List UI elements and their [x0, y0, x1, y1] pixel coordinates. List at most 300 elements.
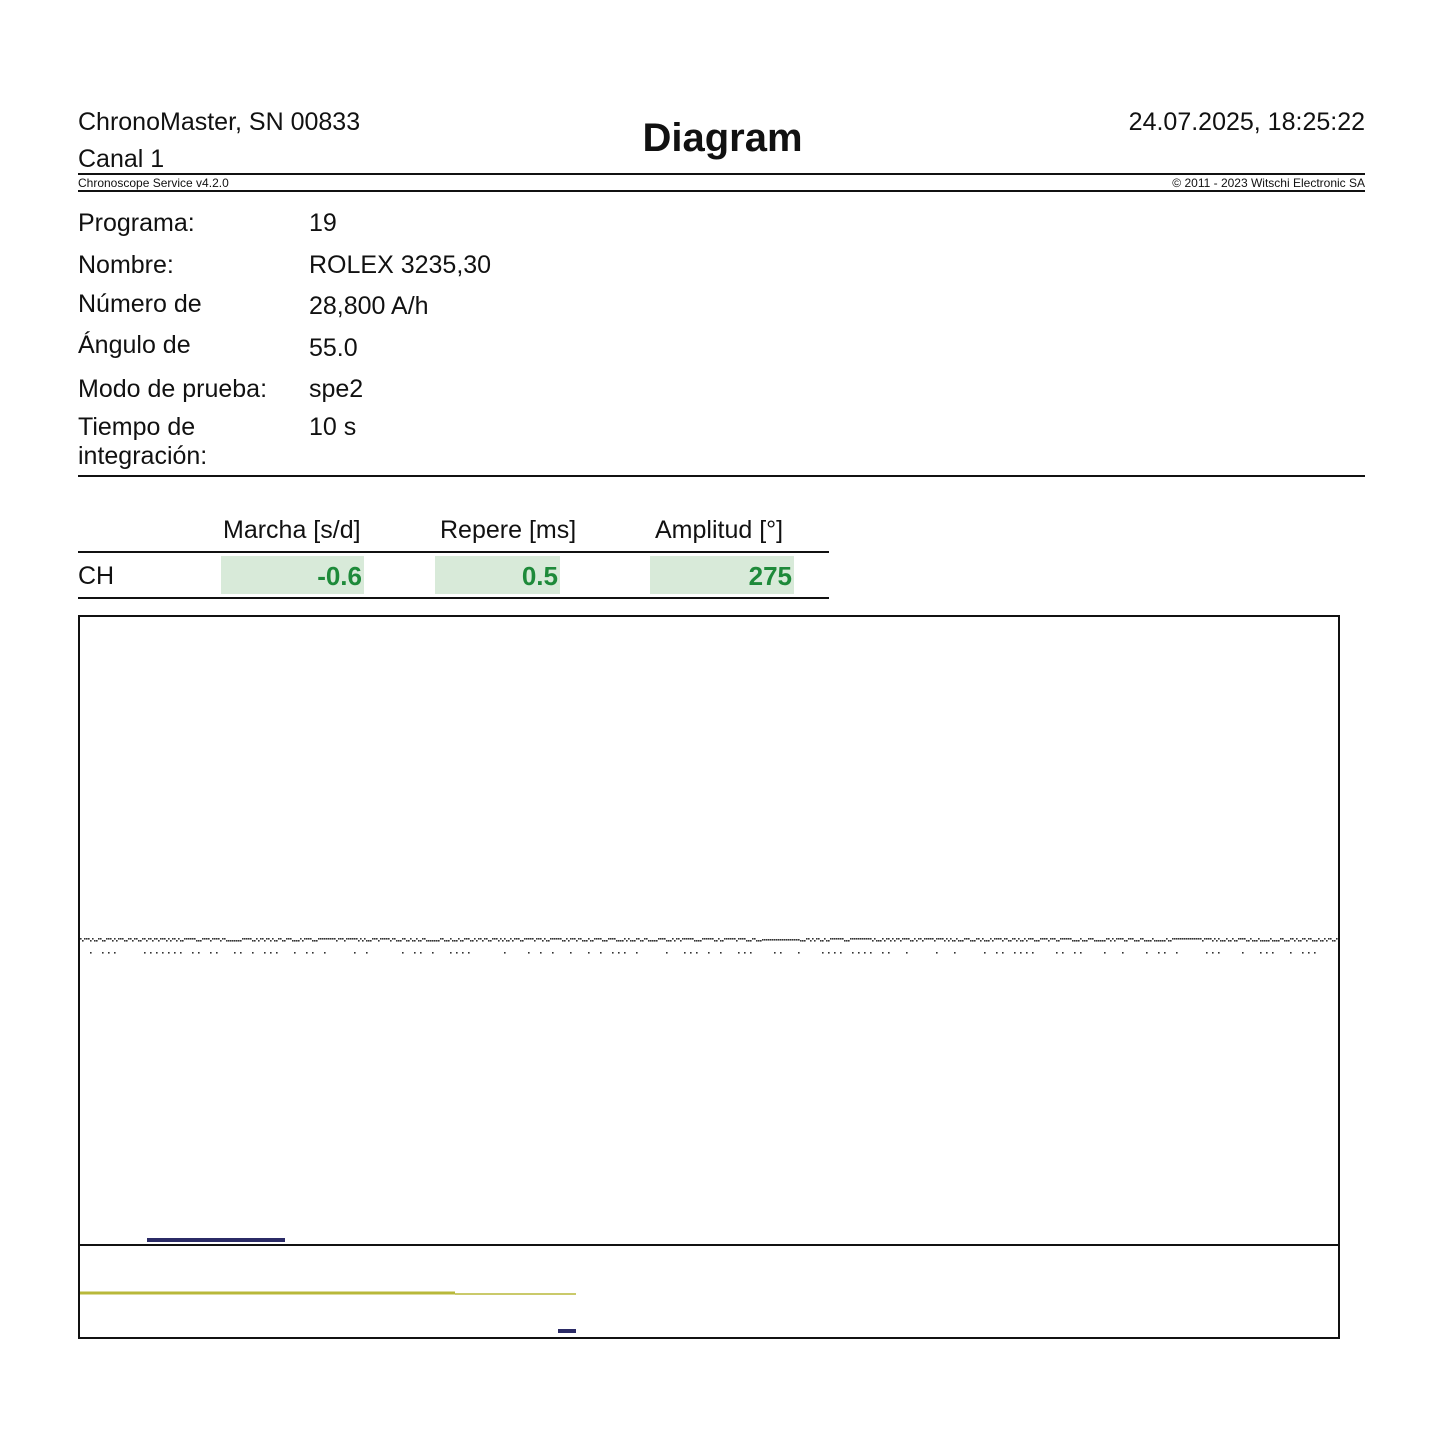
trace-point	[682, 938, 684, 940]
trace-point	[1188, 938, 1190, 940]
trace-dot	[1218, 952, 1220, 954]
trace-point	[120, 938, 122, 940]
trace-point	[1168, 940, 1170, 942]
trace-point	[586, 940, 588, 942]
trace-point	[554, 938, 556, 940]
trace-point	[986, 940, 988, 942]
trace-point	[1014, 938, 1016, 940]
trace-point	[1186, 938, 1188, 940]
trace-point	[134, 938, 136, 940]
trace-point	[934, 940, 936, 942]
trace-point	[828, 940, 830, 942]
trace-point	[1322, 940, 1324, 942]
trace-dot	[954, 952, 956, 954]
trace-dot	[192, 952, 194, 954]
trace-point	[1050, 938, 1052, 940]
trace-point	[1260, 940, 1262, 942]
trace-point	[656, 940, 658, 942]
trace-point	[258, 940, 260, 942]
trace-point	[196, 940, 198, 942]
trace-point	[354, 938, 356, 940]
trace-point	[812, 938, 814, 940]
trace-dot	[1158, 952, 1160, 954]
trace-point	[300, 938, 302, 940]
trace-point	[950, 938, 952, 940]
trace-point	[204, 938, 206, 940]
trace-point	[1028, 938, 1030, 940]
trace-point	[648, 940, 650, 942]
trace-point	[738, 938, 740, 940]
trace-point	[818, 938, 820, 940]
trace-point	[1158, 940, 1160, 942]
trace-point	[1098, 940, 1100, 942]
trace-point	[1024, 938, 1026, 940]
trace-point	[706, 938, 708, 940]
trace-point	[494, 938, 496, 940]
trace-point	[100, 938, 102, 940]
trace-point	[474, 938, 476, 940]
trace-point	[1240, 938, 1242, 940]
trace-point	[558, 938, 560, 940]
trace-point	[142, 938, 144, 940]
trace-point	[1118, 938, 1120, 940]
trace-point	[782, 939, 784, 941]
trace-point	[328, 938, 330, 940]
trace-point	[1164, 940, 1166, 942]
trace-point	[802, 940, 804, 942]
trace-point	[448, 940, 450, 942]
trace-point	[482, 940, 484, 942]
trace-point	[1022, 940, 1024, 942]
trace-point	[956, 938, 958, 940]
trace-dot	[108, 952, 110, 954]
trace-point	[1276, 940, 1278, 942]
trace-point	[466, 938, 468, 940]
trace-dot	[528, 952, 530, 954]
trace-point	[1290, 938, 1292, 940]
trace-point	[240, 940, 242, 942]
trace-point	[332, 938, 334, 940]
trace-point	[942, 938, 944, 940]
trace-point	[340, 938, 342, 940]
trace-point	[974, 940, 976, 942]
trace-dot	[270, 952, 272, 954]
trace-point	[506, 940, 508, 942]
trace-point	[698, 940, 700, 942]
trace-point	[146, 940, 148, 942]
trace-point	[792, 939, 794, 941]
trace-point	[1250, 938, 1252, 940]
trace-point	[422, 938, 424, 940]
trace-point	[684, 938, 686, 940]
trace-dot	[456, 952, 458, 954]
trace-dot	[462, 952, 464, 954]
plot-frame	[79, 616, 1339, 1338]
trace-point	[528, 938, 530, 940]
trace-point	[158, 940, 160, 942]
trace-point	[742, 938, 744, 940]
trace-point	[796, 939, 798, 941]
device-name: ChronoMaster, SN 00833	[78, 108, 361, 136]
trace-point	[932, 938, 934, 940]
trace-point	[248, 938, 250, 940]
trace-point	[174, 938, 176, 940]
trace-point	[1262, 940, 1264, 942]
trace-point	[908, 938, 910, 940]
trace-point	[980, 940, 982, 942]
trace-point	[834, 938, 836, 940]
trace-point	[362, 940, 364, 942]
trace-point	[1236, 940, 1238, 942]
trace-point	[774, 939, 776, 941]
trace-point	[636, 938, 638, 940]
trace-dot	[618, 952, 620, 954]
trace-dot	[1272, 952, 1274, 954]
trace-point	[1178, 938, 1180, 940]
trace-point	[232, 940, 234, 942]
trace-point	[1064, 938, 1066, 940]
trace-point	[496, 938, 498, 940]
trace-point	[150, 938, 152, 940]
trace-point	[414, 940, 416, 942]
trace-point	[458, 938, 460, 940]
trace-point	[464, 938, 466, 940]
trace-dot	[744, 952, 746, 954]
trace-point	[1226, 938, 1228, 940]
trace-point	[522, 940, 524, 942]
trace-point	[102, 940, 104, 942]
trace-dot	[198, 952, 200, 954]
trace-point	[112, 940, 114, 942]
trace-point	[1138, 940, 1140, 942]
trace-point	[708, 938, 710, 940]
trace-point	[284, 940, 286, 942]
trace-point	[290, 938, 292, 940]
trace-point	[298, 940, 300, 942]
trace-point	[580, 938, 582, 940]
trace-point	[398, 940, 400, 942]
trace-point	[936, 938, 938, 940]
trace-point	[1238, 938, 1240, 940]
trace-point	[1256, 940, 1258, 942]
trace-point	[314, 940, 316, 942]
trace-point	[978, 938, 980, 940]
trace-point	[484, 938, 486, 940]
trace-dot	[168, 952, 170, 954]
trace-point	[410, 938, 412, 940]
trace-point	[1306, 940, 1308, 942]
trace-point	[1232, 938, 1234, 940]
trace-point	[674, 940, 676, 942]
trace-point	[756, 940, 758, 942]
trace-point	[602, 940, 604, 942]
trace-dot	[366, 952, 368, 954]
trace-point	[1088, 938, 1090, 940]
trace-point	[604, 940, 606, 942]
trace-dot	[828, 952, 830, 954]
trace-point	[1026, 940, 1028, 942]
trace-point	[1034, 940, 1036, 942]
trace-dot	[150, 952, 152, 954]
trace-point	[278, 938, 280, 940]
trace-point	[944, 940, 946, 942]
trace-dot	[612, 952, 614, 954]
trace-point	[544, 938, 546, 940]
trace-point	[714, 940, 716, 942]
trace-point	[438, 940, 440, 942]
trace-point	[590, 940, 592, 942]
trace-point	[1100, 940, 1102, 942]
trace-point	[104, 940, 106, 942]
trace-point	[990, 938, 992, 940]
trace-point	[868, 938, 870, 940]
trace-point	[666, 940, 668, 942]
trace-point	[996, 938, 998, 940]
trace-point	[540, 938, 542, 940]
trace-point	[1042, 938, 1044, 940]
trace-point	[1230, 940, 1232, 942]
trace-point	[808, 938, 810, 940]
trace-point	[326, 938, 328, 940]
trace-dot	[1056, 952, 1058, 954]
trace-point	[406, 940, 408, 942]
trace-point	[892, 938, 894, 940]
trace-point	[786, 939, 788, 941]
trace-point	[992, 940, 994, 942]
trace-point	[1190, 938, 1192, 940]
trace-dot	[1026, 952, 1028, 954]
trace-dot	[216, 952, 218, 954]
trace-point	[424, 938, 426, 940]
report-datetime: 24.07.2025, 18:25:22	[1128, 108, 1365, 136]
trace-point	[1246, 940, 1248, 942]
trace-dot	[834, 952, 836, 954]
trace-point	[392, 938, 394, 940]
trace-dot	[840, 952, 842, 954]
trace-point	[866, 938, 868, 940]
trace-point	[440, 938, 442, 940]
trace-point	[318, 938, 320, 940]
trace-point	[514, 938, 516, 940]
trace-point	[664, 938, 666, 940]
trace-point	[598, 938, 600, 940]
trace-point	[560, 938, 562, 940]
trace-dot	[162, 952, 164, 954]
info-label-integration: Tiempo de	[78, 413, 196, 441]
trace-dot	[1206, 952, 1208, 954]
trace-dot	[666, 952, 668, 954]
info-value-name: ROLEX 3235,30	[309, 251, 492, 279]
trace-point	[1176, 938, 1178, 940]
trace-point	[784, 939, 786, 941]
trace-point	[880, 940, 882, 942]
trace-point	[192, 938, 194, 940]
trace-point	[948, 940, 950, 942]
trace-point	[1144, 940, 1146, 942]
trace-point	[1336, 938, 1338, 940]
trace-point	[378, 940, 380, 942]
trace-dot	[636, 952, 638, 954]
trace-dot	[276, 952, 278, 954]
trace-point	[1058, 940, 1060, 942]
trace-point	[1116, 938, 1118, 940]
trace-point	[1154, 940, 1156, 942]
trace-point	[1334, 940, 1336, 942]
trace-point	[928, 938, 930, 940]
trace-point	[616, 940, 618, 942]
trace-point	[748, 940, 750, 942]
trace-point	[186, 938, 188, 940]
trace-point	[746, 940, 748, 942]
trace-point	[320, 938, 322, 940]
trace-point	[382, 938, 384, 940]
trace-point	[486, 938, 488, 940]
trace-point	[282, 940, 284, 942]
trace-dot	[1290, 952, 1292, 954]
trace-point	[710, 938, 712, 940]
trace-dot	[1020, 952, 1022, 954]
trace-point	[924, 938, 926, 940]
trace-point	[1292, 938, 1294, 940]
trace-point	[1054, 938, 1056, 940]
trace-point	[886, 938, 888, 940]
trace-point	[1316, 940, 1318, 942]
trace-point	[530, 938, 532, 940]
trace-point	[468, 938, 470, 940]
trace-dot	[1074, 952, 1076, 954]
trace-point	[444, 940, 446, 942]
trace-point	[630, 940, 632, 942]
trace-point	[856, 938, 858, 940]
trace-point	[800, 940, 802, 942]
trace-dot	[996, 952, 998, 954]
trace-point	[906, 938, 908, 940]
trace-point	[524, 938, 526, 940]
trace-point	[356, 938, 358, 940]
trace-point	[358, 940, 360, 942]
trace-point	[230, 940, 232, 942]
trace-point	[1070, 938, 1072, 940]
row-label-ch: CH	[78, 562, 115, 590]
trace-point	[968, 938, 970, 940]
trace-point	[532, 938, 534, 940]
trace-point	[86, 938, 88, 940]
trace-point	[814, 940, 816, 942]
trace-point	[274, 940, 276, 942]
trace-point	[958, 940, 960, 942]
trace-point	[1020, 940, 1022, 942]
trace-point	[1280, 938, 1282, 940]
trace-point	[188, 938, 190, 940]
trace-point	[344, 940, 346, 942]
trace-point	[1096, 940, 1098, 942]
trace-point	[614, 938, 616, 940]
trace-point	[492, 938, 494, 940]
trace-point	[498, 940, 500, 942]
trace-dot	[156, 952, 158, 954]
trace-dot	[600, 952, 602, 954]
trace-point	[162, 938, 164, 940]
trace-point	[452, 940, 454, 942]
trace-dot	[306, 952, 308, 954]
trace-point	[1126, 940, 1128, 942]
trace-point	[1114, 940, 1116, 942]
trace-dot	[312, 952, 314, 954]
trace-point	[916, 940, 918, 942]
trace-point	[954, 940, 956, 942]
trace-point	[534, 940, 536, 942]
trace-point	[244, 938, 246, 940]
trace-point	[1320, 940, 1322, 942]
trace-point	[106, 938, 108, 940]
trace-point	[588, 938, 590, 940]
trace-point	[724, 938, 726, 940]
trace-point	[338, 938, 340, 940]
trace-point	[1202, 940, 1204, 942]
trace-point	[988, 940, 990, 942]
trace-point	[758, 940, 760, 942]
trace-point	[780, 939, 782, 941]
trace-point	[890, 940, 892, 942]
trace-point	[436, 940, 438, 942]
trace-point	[394, 938, 396, 940]
trace-point	[520, 940, 522, 942]
trace-point	[402, 938, 404, 940]
trace-point	[380, 938, 382, 940]
trace-point	[428, 940, 430, 942]
trace-point	[752, 938, 754, 940]
trace-point	[676, 938, 678, 940]
trace-point	[412, 940, 414, 942]
trace-dot	[180, 952, 182, 954]
trace-point	[826, 940, 828, 942]
trace-point	[488, 940, 490, 942]
trace-point	[632, 940, 634, 942]
info-label-program: Programa:	[78, 209, 195, 237]
trace-point	[108, 938, 110, 940]
trace-point	[612, 938, 614, 940]
trace-point	[930, 938, 932, 940]
trace-point	[946, 938, 948, 940]
trace-dot	[774, 952, 776, 954]
trace-point	[1150, 940, 1152, 942]
trace-point	[222, 938, 224, 940]
trace-point	[1252, 940, 1254, 942]
trace-dot	[570, 952, 572, 954]
trace-point	[1110, 940, 1112, 942]
trace-point	[850, 938, 852, 940]
trace-point	[1134, 940, 1136, 942]
trace-dot	[720, 952, 722, 954]
trace-point	[1248, 940, 1250, 942]
trace-point	[874, 938, 876, 940]
trace-point	[576, 940, 578, 942]
trace-point	[692, 938, 694, 940]
trace-point	[1120, 938, 1122, 940]
trace-point	[1086, 940, 1088, 942]
trace-point	[1032, 938, 1034, 940]
trace-point	[1208, 938, 1210, 940]
trace-point	[420, 940, 422, 942]
trace-point	[1266, 940, 1268, 942]
trace-point	[1108, 938, 1110, 940]
trace-point	[1130, 938, 1132, 940]
trace-dot	[780, 952, 782, 954]
trace-point	[672, 938, 674, 940]
trace-point	[976, 938, 978, 940]
trace-dot	[1266, 952, 1268, 954]
trace-point	[766, 939, 768, 941]
